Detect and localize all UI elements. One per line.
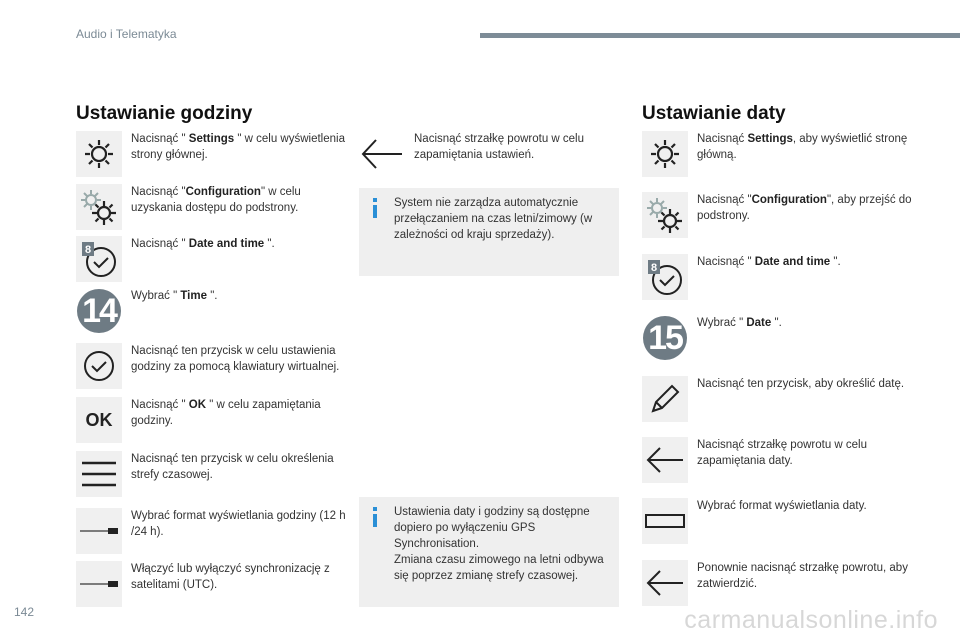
- time-step-text: Nacisnąć " Date and time ".: [131, 238, 275, 250]
- step-number-badge: 15: [642, 315, 688, 361]
- pencil-icon: [642, 376, 688, 422]
- time-step-text: Nacisnąć "Configuration" w celu uzyskania dostępu do podstrony.: [131, 186, 301, 214]
- toggle-slider-icon: [76, 561, 122, 607]
- check-circle-icon: [76, 343, 122, 389]
- time-step-text: Nacisnąć ten przycisk w celu ustawienia godziny za pomocą klawiatury wirtualnej.: [131, 345, 340, 373]
- date-step-text: Nacisnąć "Configuration", aby przejść do podstrony.: [697, 194, 912, 222]
- date-step-text: Nacisnąć Settings, aby wyświetlić stronę główną.: [697, 133, 908, 161]
- date-step-text: Nacisnąć " Date and time ".: [697, 256, 841, 268]
- back-arrow-icon: [642, 560, 688, 606]
- info-text: Ustawienia daty i godziny są dostępne dopiero po wyłączeniu GPS Synchronisation. Zmiana czasu zimowego na letni odbywa się poprzez zmianę strefy czasowej.: [394, 506, 604, 582]
- double-gear-icon: [76, 184, 122, 230]
- back-arrow-icon: [642, 437, 688, 483]
- page-number: 142: [14, 605, 35, 619]
- info-box-dst: [359, 188, 619, 276]
- clock-icon: [642, 254, 688, 300]
- menu-icon: [76, 451, 122, 497]
- input-field-icon: [642, 498, 688, 544]
- step-number-badge: 14: [76, 288, 122, 334]
- date-step-text: Nacisnąć strzałkę powrotu w celu zapamiętania daty.: [697, 439, 868, 467]
- svg-text:8: 8: [84, 244, 92, 256]
- back-arrow-icon: [359, 131, 405, 177]
- info-icon: [370, 198, 380, 218]
- time-step-text: Wybrać format wyświetlania godziny (12 h /24 h).: [131, 510, 346, 538]
- info-icon: [370, 507, 380, 527]
- date-step-text: Wybrać " Date ".: [697, 317, 782, 329]
- date-step-text: Wybrać format wyświetlania daty.: [697, 500, 867, 512]
- time-step-text: Nacisnąć " OK " w celu zapamiętania godziny.: [131, 399, 321, 427]
- time-step-text: Wybrać " Time ".: [131, 290, 218, 302]
- middle-step-text: Nacisnąć strzałkę powrotu w celu zapamiętania ustawień.: [414, 133, 585, 161]
- ok-button-icon: OK: [76, 397, 122, 443]
- info-text: System nie zarządza automatycznie przełączaniem na czas letni/zimowy (w zależności od kraju sprzedaży).: [394, 197, 593, 241]
- header-title: Audio i Telematyka: [76, 27, 177, 41]
- time-step-text: Nacisnąć ten przycisk w celu określenia strefy czasowej.: [131, 453, 334, 481]
- time-section-title: Ustawianie godziny: [76, 103, 253, 124]
- gear-icon: [76, 131, 122, 177]
- date-step-text: Ponownie nacisnąć strzałkę powrotu, aby zatwierdzić.: [697, 562, 908, 590]
- gear-icon: [642, 131, 688, 177]
- toggle-slider-icon: [76, 508, 122, 554]
- svg-text:8: 8: [650, 262, 658, 274]
- time-step-text: Włączyć lub wyłączyć synchronizację z satelitami (UTC).: [131, 563, 330, 591]
- header-bar: [480, 33, 960, 38]
- date-step-text: Nacisnąć ten przycisk, aby określić datę.: [697, 378, 905, 390]
- info-box-gps: [359, 497, 619, 607]
- time-step-text: Nacisnąć " Settings " w celu wyświetlenia strony głównej.: [131, 133, 345, 161]
- clock-icon: [76, 236, 122, 282]
- watermark: carmanualsonline.info: [684, 606, 938, 634]
- double-gear-icon: [642, 192, 688, 238]
- date-section-title: Ustawianie daty: [642, 103, 786, 124]
